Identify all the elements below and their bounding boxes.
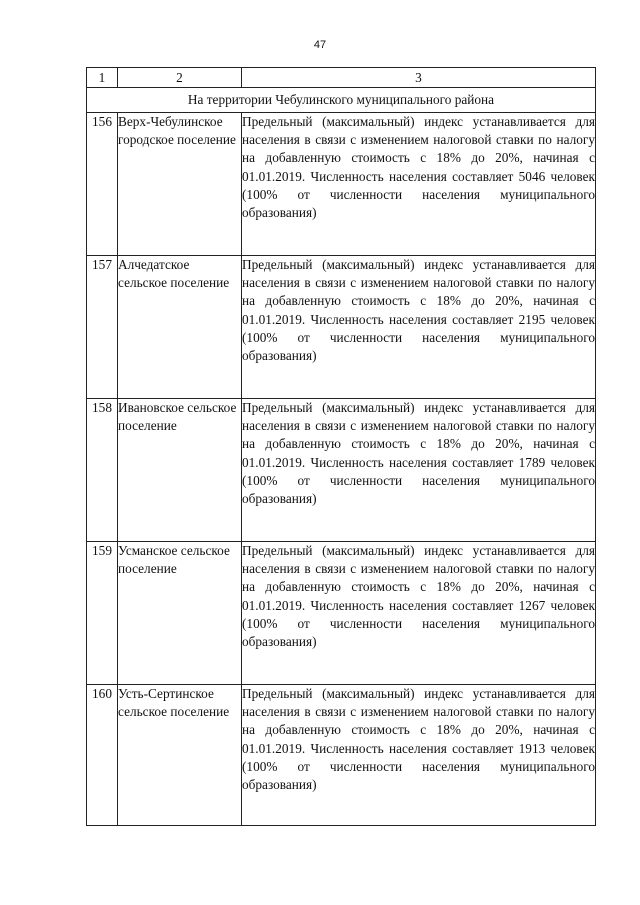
section-title: На территории Чебулинского муниципального района: [87, 88, 596, 113]
page-number: 47: [313, 39, 327, 51]
table-row: [87, 256, 596, 399]
column-header: 3: [242, 68, 596, 88]
settlement-name: Верх-Чебулинское городское поселение: [118, 113, 242, 256]
column-header: 2: [118, 68, 242, 88]
index-description: Предельный (максимальный) индекс устанавливается для населения в связи с изменением налоговой ставки по налогу на добавленную стоимость с 18% до 20%, начиная с 01.01.2019. Численность населения составляет 2195 человек (100% от численности населения муниципального образования): [242, 256, 596, 399]
row-number: 160: [87, 685, 118, 826]
settlement-name: Усть-Сертинское сельское поселение: [118, 685, 242, 826]
row-number: 157: [87, 256, 118, 399]
settlement-name: Алчедатское сельское поселение: [118, 256, 242, 399]
table-header-row: [87, 68, 596, 88]
column-header: 1: [87, 68, 118, 88]
row-number: 159: [87, 542, 118, 685]
index-description: Предельный (максимальный) индекс устанавливается для населения в связи с изменением налоговой ставки по налогу на добавленную стоимость с 18% до 20%, начиная с 01.01.2019. Численность населения составляет 1913 человек (100% от численности населения муниципального образования): [242, 685, 596, 826]
table-row: [87, 542, 596, 685]
section-row: [87, 88, 596, 113]
settlement-name: Ивановское сельское поселение: [118, 399, 242, 542]
municipality-table: [86, 67, 596, 826]
settlement-name: Усманское сельское поселение: [118, 542, 242, 685]
index-description: Предельный (максимальный) индекс устанавливается для населения в связи с изменением налоговой ставки по налогу на добавленную стоимость с 18% до 20%, начиная с 01.01.2019. Численность населения составляет 5046 человек (100% от численности населения муниципального образования): [242, 113, 596, 256]
row-number: 158: [87, 399, 118, 542]
table-row: [87, 685, 596, 826]
index-description: Предельный (максимальный) индекс устанавливается для населения в связи с изменением налоговой ставки по налогу на добавленную стоимость с 18% до 20%, начиная с 01.01.2019. Численность населения составляет 1267 человек (100% от численности населения муниципального образования): [242, 542, 596, 685]
table-row: [87, 399, 596, 542]
row-number: 156: [87, 113, 118, 256]
table-row: [87, 113, 596, 256]
index-description: Предельный (максимальный) индекс устанавливается для населения в связи с изменением налоговой ставки по налогу на добавленную стоимость с 18% до 20%, начиная с 01.01.2019. Численность населения составляет 1789 человек (100% от численности населения муниципального образования): [242, 399, 596, 542]
